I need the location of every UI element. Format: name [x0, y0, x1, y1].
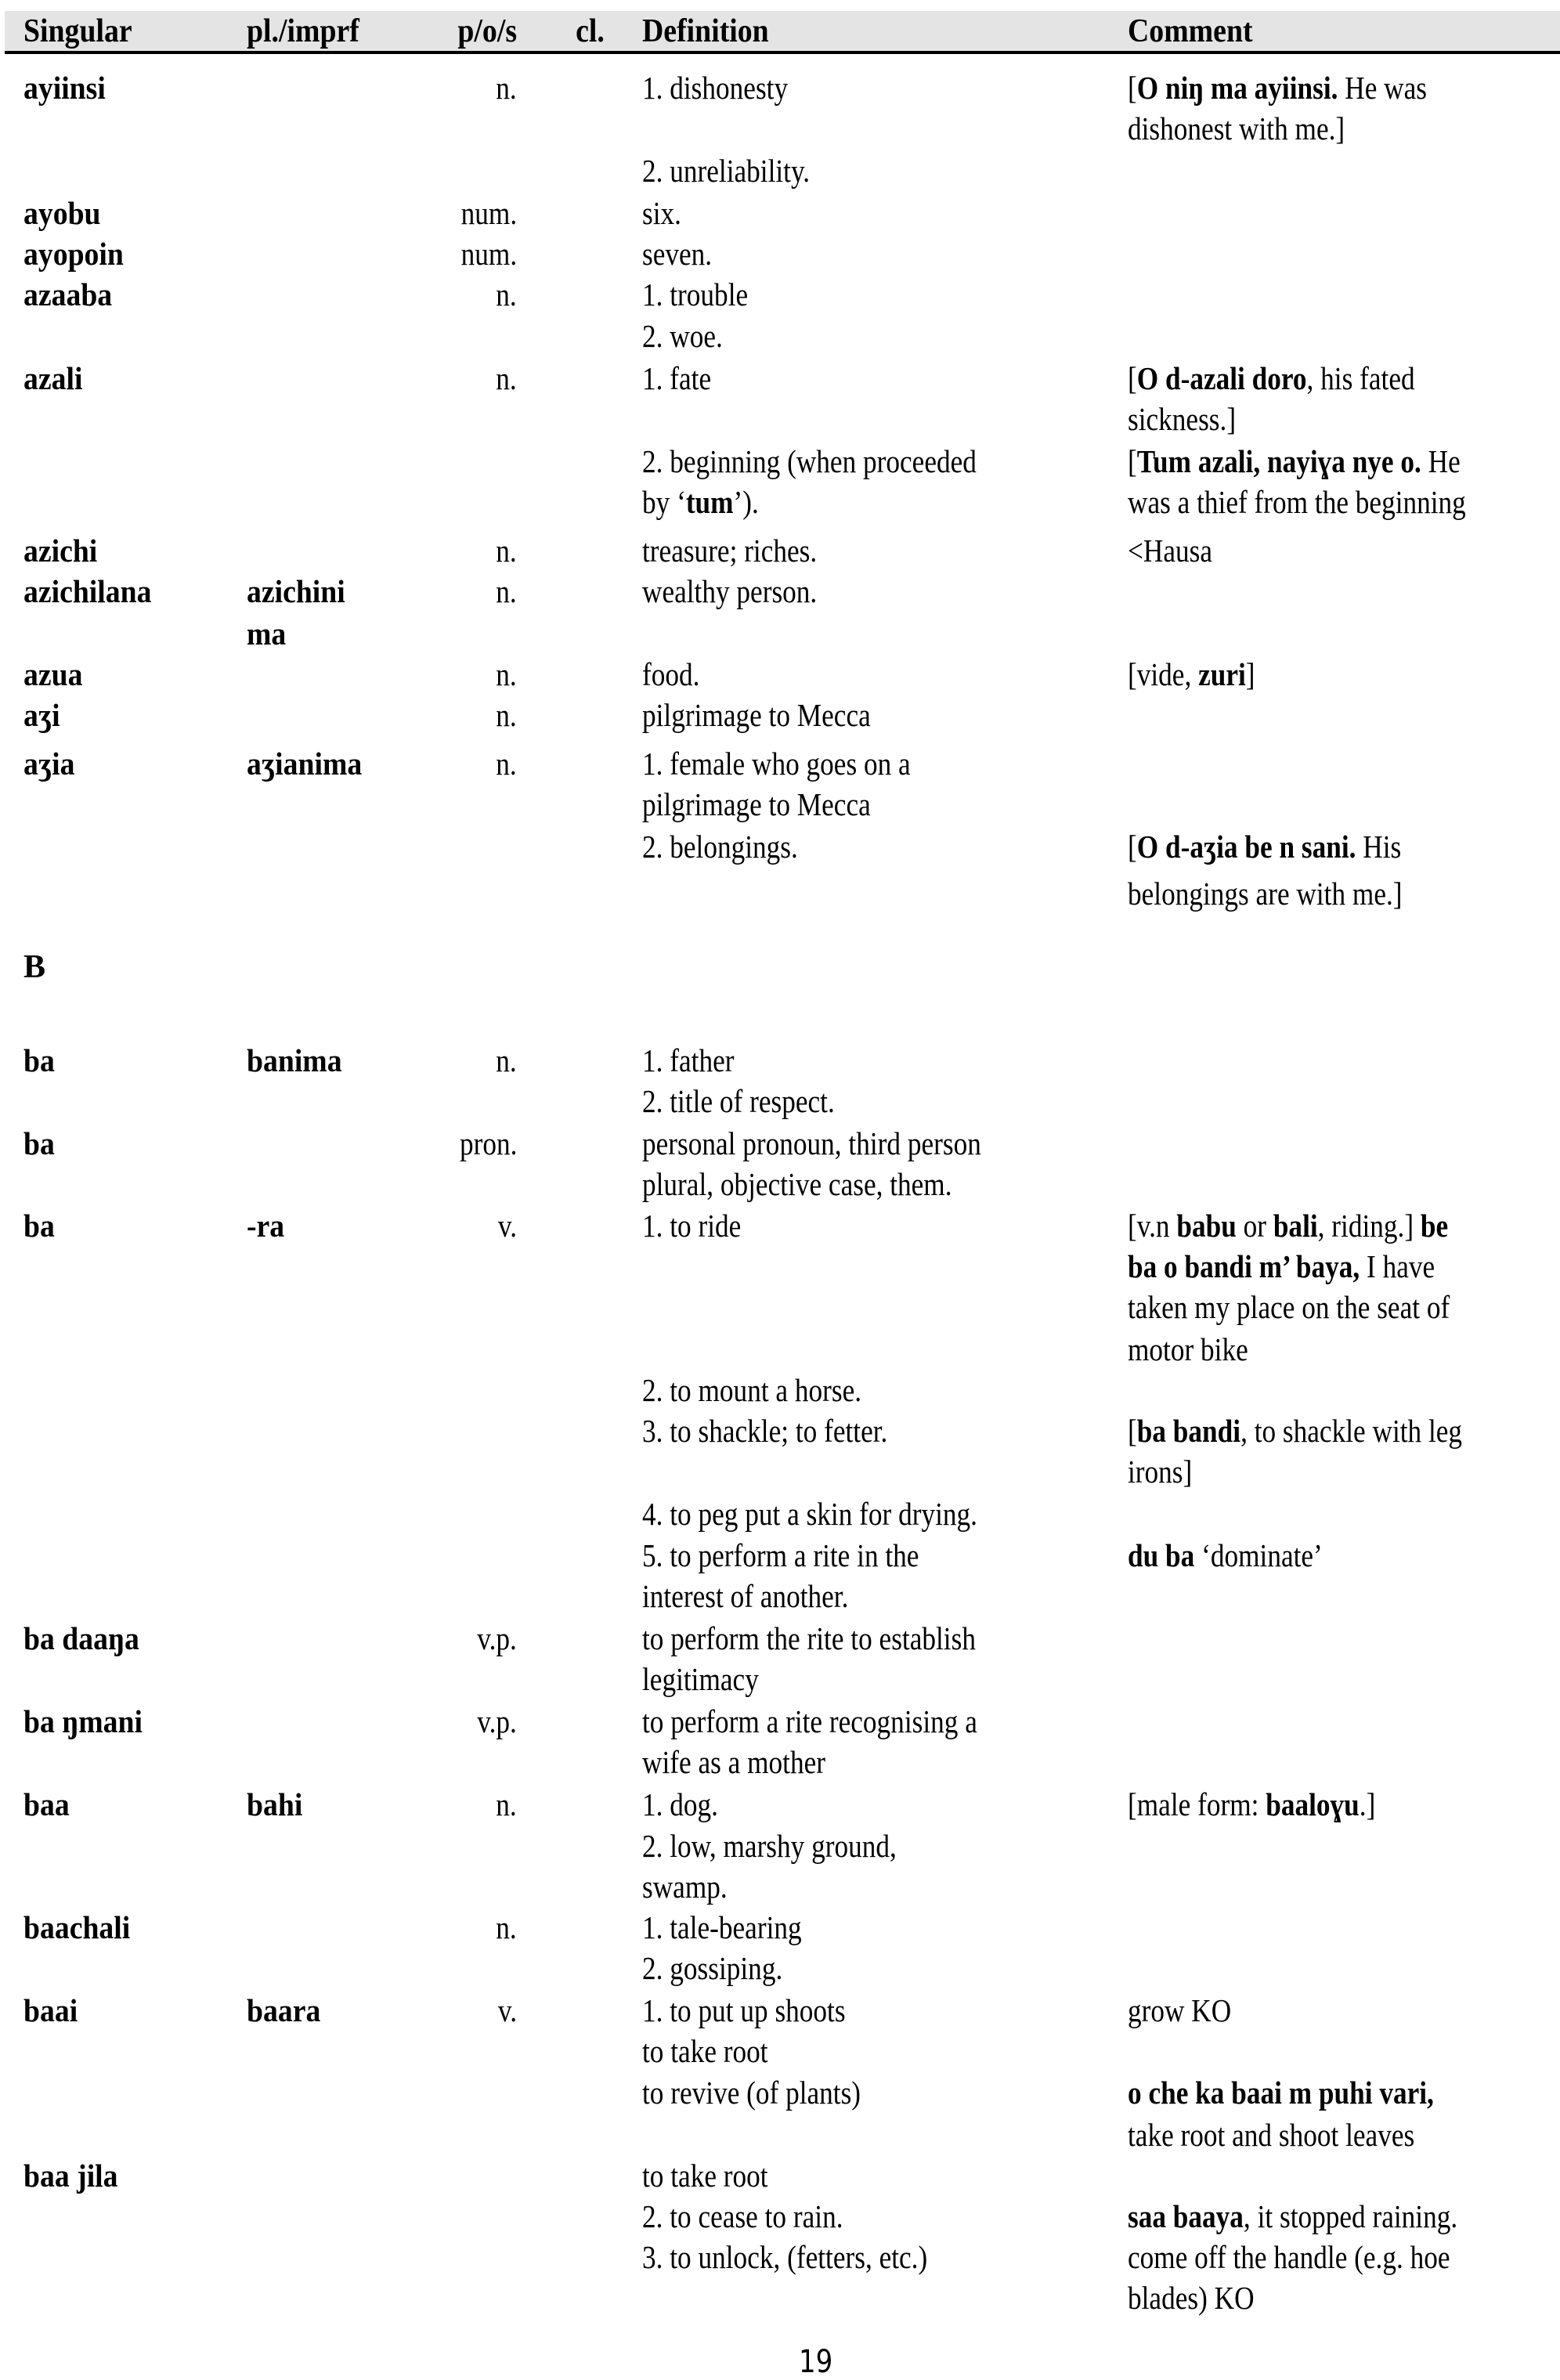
bold-run: O d-aʒia be n sani.: [1136, 829, 1356, 865]
entry-definition: 1. dog.: [642, 1786, 718, 1822]
text-run: [vide,: [1128, 656, 1199, 692]
text-run: grow KO: [1128, 1992, 1232, 2028]
text-run: His: [1356, 829, 1402, 865]
bold-run: du ba: [1128, 1537, 1195, 1573]
entry-comment: [1128, 1330, 1248, 1369]
entry-pos: n.: [496, 1042, 517, 1078]
entry-definition: interest of another.: [642, 1578, 849, 1614]
entry-comment: [1128, 874, 1403, 913]
entry-definition: to revive (of plants): [642, 2075, 861, 2111]
entry-headword: ba daaŋa: [23, 1620, 139, 1656]
entry-headword: azali: [23, 360, 83, 396]
bold-run: babu: [1176, 1208, 1237, 1244]
entry-comment: [1128, 827, 1401, 866]
entry-comment: [1128, 655, 1255, 694]
text-run: He was: [1338, 70, 1428, 106]
entry-headword: aʒi: [23, 697, 60, 733]
entry-definition: to take root: [642, 2158, 768, 2194]
entry-pos: n.: [496, 573, 517, 609]
entry-headword: ba: [23, 1208, 55, 1244]
entry-definition: 1. trouble: [642, 276, 749, 312]
entry-definition: 3. to unlock, (fetters, etc.): [642, 2239, 928, 2275]
entry-pos: n.: [496, 360, 517, 396]
text-run: come off the handle (e.g. hoe: [1128, 2239, 1450, 2275]
text-run: taken my place on the seat of: [1128, 1289, 1450, 1325]
text-run: [v.n: [1128, 1208, 1177, 1244]
text-run: blades) KO: [1128, 2280, 1255, 2316]
text-run: or: [1236, 1208, 1273, 1244]
entry-headword: aʒia: [23, 746, 75, 782]
entry-definition: 2. beginning (when proceeded: [642, 443, 977, 479]
bold-run: be: [1420, 1208, 1449, 1244]
entry-headword: ayobu: [23, 195, 101, 231]
text-run: [: [1128, 70, 1137, 106]
text-run: irons]: [1128, 1454, 1193, 1490]
section-letter: B: [23, 949, 46, 985]
entry-plural: banima: [247, 1042, 342, 1078]
bold-run: ba o bandi m’ baya,: [1128, 1248, 1360, 1284]
entry-pos: num.: [460, 236, 517, 272]
entry-definition: personal pronoun, third person: [642, 1125, 981, 1161]
text-run: ‘dominate’: [1194, 1537, 1323, 1573]
text-run: belongings are with me.]: [1128, 876, 1403, 912]
text-run: by ‘: [642, 484, 686, 520]
entry-pos: n.: [496, 1909, 517, 1945]
entry-headword: baai: [23, 1992, 78, 2028]
text-run: , his fated: [1306, 360, 1415, 396]
text-run: , riding.]: [1317, 1208, 1421, 1244]
entry-pos: n.: [496, 1786, 517, 1822]
entry-headword: baa: [23, 1786, 70, 1822]
text-run: ]: [1245, 656, 1255, 692]
entry-comment: [1128, 2237, 1450, 2277]
entry-comment: [1128, 442, 1461, 481]
entry-definition: 2. woe.: [642, 318, 723, 354]
entry-definition: pilgrimage to Mecca: [642, 786, 871, 822]
entry-headword: azua: [23, 656, 83, 692]
bold-run: O niŋ ma ayiinsi.: [1136, 70, 1338, 106]
entry-definition: 1. fate: [642, 360, 712, 396]
bold-run: o che ka baai m puhi vari,: [1128, 2075, 1434, 2111]
entry-definition: wealthy person.: [642, 573, 818, 609]
header-definition: Definition: [642, 13, 769, 49]
bold-run: saa baaya: [1128, 2198, 1244, 2234]
entry-comment: [1128, 1288, 1450, 1327]
entry-definition: 1. tale-bearing: [642, 1909, 802, 1945]
entry-definition: to perform the rite to establish: [642, 1620, 976, 1656]
entry-comment: [1128, 1206, 1448, 1245]
entry-pos: v.p.: [477, 1703, 517, 1739]
entry-plural: azichini: [247, 573, 345, 609]
bold-run: bali: [1273, 1208, 1318, 1244]
text-run: .]: [1359, 1786, 1376, 1822]
entry-definition: 1. dishonesty: [642, 70, 789, 106]
entry-pos: v.: [497, 1992, 517, 2028]
entry-definition: to perform a rite recognising a: [642, 1703, 977, 1739]
entry-definition: food.: [642, 656, 700, 692]
entry-pos: n.: [496, 697, 517, 733]
entry-headword: baachali: [23, 1909, 131, 1945]
entry-comment: [1128, 2197, 1457, 2236]
entry-headword: ayopoin: [23, 236, 124, 272]
entry-pos: v.: [497, 1208, 517, 1244]
entry-definition: treasure; riches.: [642, 533, 818, 569]
header-pos: p/o/s: [457, 13, 517, 49]
text-run: dishonest with me.]: [1128, 110, 1345, 146]
entry-definition: 5. to perform a rite in the: [642, 1537, 919, 1573]
bold-run: ba bandi: [1136, 1413, 1241, 1449]
text-run: , to shackle with leg: [1240, 1413, 1463, 1449]
bold-run: O d-azali doro: [1136, 360, 1307, 396]
entry-comment: [1128, 1247, 1435, 1286]
entry-definition: to take root: [642, 2033, 768, 2069]
entry-definition: six.: [642, 195, 681, 231]
entry-plural: ma: [247, 616, 287, 652]
text-run: motor bike: [1128, 1331, 1248, 1367]
text-run: [: [1128, 829, 1137, 865]
entry-plural: aʒianima: [247, 746, 363, 782]
entry-headword: azichi: [23, 533, 98, 569]
header-class: cl.: [576, 13, 605, 49]
entry-definition: 2. title of respect.: [642, 1083, 835, 1119]
entry-headword: azichilana: [23, 573, 152, 609]
text-run: <Hausa: [1128, 533, 1213, 569]
text-run: [: [1128, 360, 1137, 396]
entry-comment: [1128, 109, 1345, 148]
entry-pos: pron.: [459, 1125, 517, 1161]
entry-comment: [1128, 68, 1427, 107]
bold-run: tum: [685, 484, 734, 520]
entry-definition: 1. to put up shoots: [642, 1992, 846, 2028]
entry-definition: plural, objective case, them.: [642, 1166, 952, 1202]
entry-definition: 2. unreliability.: [642, 153, 811, 189]
entry-comment: [1128, 1785, 1375, 1824]
entry-comment: [1128, 359, 1415, 398]
entry-pos: n.: [496, 70, 517, 106]
entry-pos: num.: [460, 195, 517, 231]
entry-definition: pilgrimage to Mecca: [642, 697, 871, 733]
entry-definition: swamp.: [642, 1869, 728, 1905]
entry-comment: [1128, 2073, 1434, 2112]
text-run: [male form:: [1128, 1786, 1266, 1822]
entry-pos: n.: [496, 656, 517, 692]
text-run: [: [1128, 1413, 1137, 1449]
bold-run: Tum azali, nayiɣa nye o.: [1136, 443, 1421, 479]
text-run: sickness.]: [1128, 401, 1237, 437]
entry-comment: [1128, 399, 1236, 439]
text-run: [: [1128, 443, 1137, 479]
entry-pos: n.: [496, 533, 517, 569]
bold-run: baaloɣu: [1266, 1786, 1360, 1822]
entry-definition: seven.: [642, 236, 713, 272]
entry-comment: [1128, 1536, 1323, 1575]
entry-definition: 1. female who goes on a: [642, 746, 911, 782]
entry-definition: [642, 482, 759, 522]
entry-definition: 4. to peg put a skin for drying.: [642, 1496, 977, 1532]
entry-headword: baa jila: [23, 2158, 118, 2194]
entry-comment: [1128, 482, 1466, 522]
text-run: He: [1421, 443, 1461, 479]
entry-definition: 2. to cease to rain.: [642, 2198, 843, 2234]
entry-definition: 1. father: [642, 1042, 735, 1078]
page-number: 19: [799, 2344, 833, 2380]
table-header: [5, 11, 1560, 52]
entry-comment: [1128, 1452, 1192, 1491]
entry-pos: v.p.: [477, 1620, 517, 1656]
entry-definition: 2. belongings.: [642, 829, 798, 865]
header-rule: [5, 51, 1560, 54]
text-run: was a thief from the beginning: [1128, 484, 1466, 520]
bold-run: zuri: [1198, 656, 1246, 692]
entry-plural: bahi: [247, 1786, 303, 1822]
entry-pos: n.: [496, 746, 517, 782]
entry-definition: 2. low, marshy ground,: [642, 1828, 897, 1864]
entry-headword: ba: [23, 1125, 55, 1161]
entry-plural: -ra: [247, 1208, 285, 1244]
entry-definition: 3. to shackle; to fetter.: [642, 1413, 888, 1449]
entry-comment: [1128, 1991, 1231, 2030]
entry-headword: azaaba: [23, 276, 113, 312]
entry-headword: ba: [23, 1042, 55, 1078]
entry-plural: baara: [247, 1992, 321, 2028]
text-run: ’).: [733, 484, 759, 520]
entry-definition: wife as a mother: [642, 1744, 826, 1780]
text-run: take root and shoot leaves: [1128, 2117, 1415, 2153]
header-singular: Singular: [23, 13, 132, 49]
entry-headword: ayiinsi: [23, 70, 106, 106]
entry-definition: 2. to mount a horse.: [642, 1372, 862, 1408]
entry-definition: 1. to ride: [642, 1208, 742, 1244]
entry-definition: legitimacy: [642, 1661, 759, 1697]
text-run: I have: [1360, 1248, 1435, 1284]
entry-definition: 2. gossiping.: [642, 1950, 783, 1986]
entry-comment: [1128, 2115, 1414, 2154]
header-plural: pl./imprf: [247, 13, 359, 49]
entry-comment: [1128, 531, 1212, 570]
entry-comment: [1128, 2278, 1255, 2317]
entry-headword: ba ŋmani: [23, 1703, 143, 1739]
entry-pos: n.: [496, 276, 517, 312]
text-run: , it stopped raining.: [1243, 2198, 1458, 2234]
entry-comment: [1128, 1411, 1462, 1450]
header-comment: Comment: [1128, 13, 1253, 49]
